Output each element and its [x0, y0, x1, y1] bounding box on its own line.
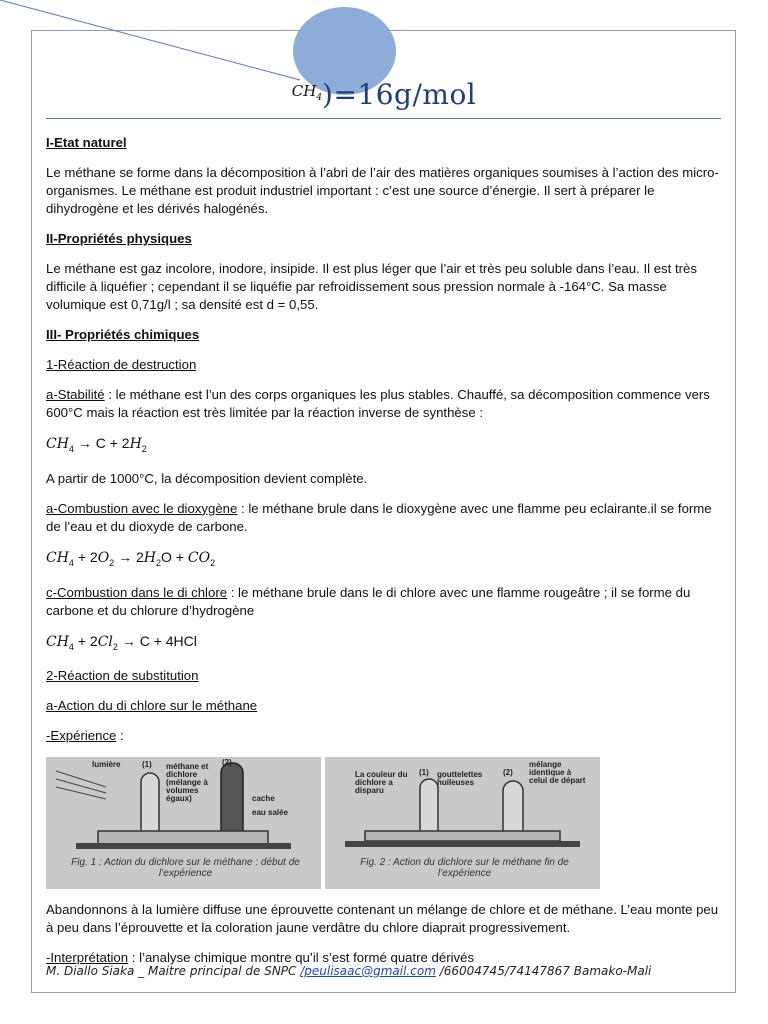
fig1-label-cache: cache — [252, 794, 275, 804]
paragraph-combustion-dichlore: c-Combustion dans le di chlore : le méthane brule dans le di chlore avec une flamme rougeâtre ; il se forme du carbone et du chlorure d’hydrogène — [46, 584, 691, 618]
footer-email-link[interactable]: /peulisaac@gmail.com — [300, 964, 436, 978]
section-title-etat-naturel: I-Etat naturel — [46, 135, 127, 150]
title-rule — [46, 118, 721, 119]
figure-2-caption: Fig. 2 : Action du dichlore sur le méthane fin de l’expérience — [360, 857, 569, 880]
label-experience-line: -Expérience : — [46, 728, 124, 744]
figure-1-start-experiment — [46, 757, 321, 889]
subsection-reaction-destruction: 1-Réaction de destruction — [46, 357, 197, 372]
figure-2-end-experiment — [325, 757, 600, 889]
paragraph-stabilite: a-Stabilité : le méthane est l’un des corps organiques les plus stables. Chauffé, sa décomposition commence vers 600°C mais la réaction est très limitée par la réaction inverse de synthèse : — [46, 387, 710, 420]
section-title-proprietes-chimiques: III- Propriétés chimiques — [46, 327, 200, 342]
formula-ch4: $CH_4$ — [291, 82, 323, 103]
footer-contact: /66004745/74147867 Bamako-Mali — [435, 964, 652, 978]
fig1-label-eau-salee: eau salée — [252, 808, 289, 818]
paragraph-combustion-dioxygene: a-Combustion avec le dioxygène : le méthane brule dans le dioxygène avec une flamme peu eclairante.il se forme de l’eau et du dioxyde de carbone. — [46, 500, 712, 534]
page-footer — [46, 964, 651, 978]
figure-1-caption: Fig. 1 : Action du dichlore sur le méthane : début de l’expérience — [71, 857, 300, 880]
footer-author: M. Diallo Siaka _ Maitre principal de SNPC — [46, 964, 301, 978]
section-title-proprietes-physiques: II-Propriétés physiques — [46, 231, 192, 246]
label-combustion-dichlore: c-Combustion dans le di chlore — [46, 584, 228, 600]
label-combustion-dioxygene: a-Combustion avec le dioxygène — [46, 500, 238, 516]
equation-combustion-dioxygene: $CH_4 + 2O_2 \to 2H_2O + CO_2$ — [46, 548, 216, 568]
fig1-label-methane: méthane et dichlore (mélange à volumes égaux) — [166, 762, 209, 804]
fig2-label-1: (1) — [419, 768, 429, 778]
fig1-label-lumiere: lumière — [92, 760, 121, 770]
equation-combustion-dichlore: $CH_4 + 2Cl_2 \to C + 4HCl$ — [46, 632, 197, 652]
label-stabilite: a-Stabilité — [46, 387, 105, 402]
paragraph-interpretation: -Interprétation : l’analyse chimique montre qu’il s’est formé quatre dérivés — [46, 950, 475, 966]
fig2-label-melange: mélange identique à celui de départ — [529, 760, 586, 786]
paragraph-abandonnons: Abandonnons à la lumière diffuse une éprouvette contenant un mélange de chlore et de méthane. L’eau monte peu à peu dans l’éprouvette et la coloration jaune verdâtre du chlore diaprait progressivement. — [46, 902, 719, 936]
equation-decomposition: $CH_4 \to C + 2H_2$ — [46, 435, 147, 454]
document-body — [46, 134, 722, 979]
label-interpretation: -Interprétation — [46, 950, 129, 966]
subsection-action-dichlore: a-Action du di chlore sur le méthane — [46, 698, 258, 714]
experiment-figures — [46, 757, 722, 889]
subsection-reaction-substitution: 2-Réaction de substitution — [46, 668, 199, 684]
fig1-label-1: (1) — [142, 760, 152, 770]
fig2-label-couleur: La couleur du dichlore a disparu — [355, 770, 408, 796]
paragraph-decomposition-complete: A partir de 1000°C, la décomposition devient complète. — [46, 470, 368, 486]
molar-mass-value: )=16g/mol — [322, 78, 477, 111]
label-experience: -Expérience — [46, 728, 117, 744]
fig2-label-gouttelettes: gouttelettes huileuses — [437, 770, 483, 788]
fig2-label-2: (2) — [503, 768, 513, 778]
fig1-label-2: (2) — [222, 758, 232, 768]
paragraph-etat-naturel: Le méthane se forme dans la décomposition à l’abri de l’air des matières organiques soumises à l’action des micro-organismes. Le méthane est produit industriel important : c’est une source d’énergie. Il sert à préparer le dihydrogène et les dérivés halogénés. — [46, 165, 719, 216]
paragraph-proprietes-physiques: Le méthane est gaz incolore, inodore, insipide. Il est plus léger que l’air et très peu soluble dans l’eau. Il est très difficile à liquéfier ; cependant il se liquéfie par refroidissement sous pression normale à -164°C. Sa masse volumique est 0,71g/l ; sa densité est d = 0,55. — [46, 261, 697, 312]
molar-mass-title — [0, 78, 768, 111]
